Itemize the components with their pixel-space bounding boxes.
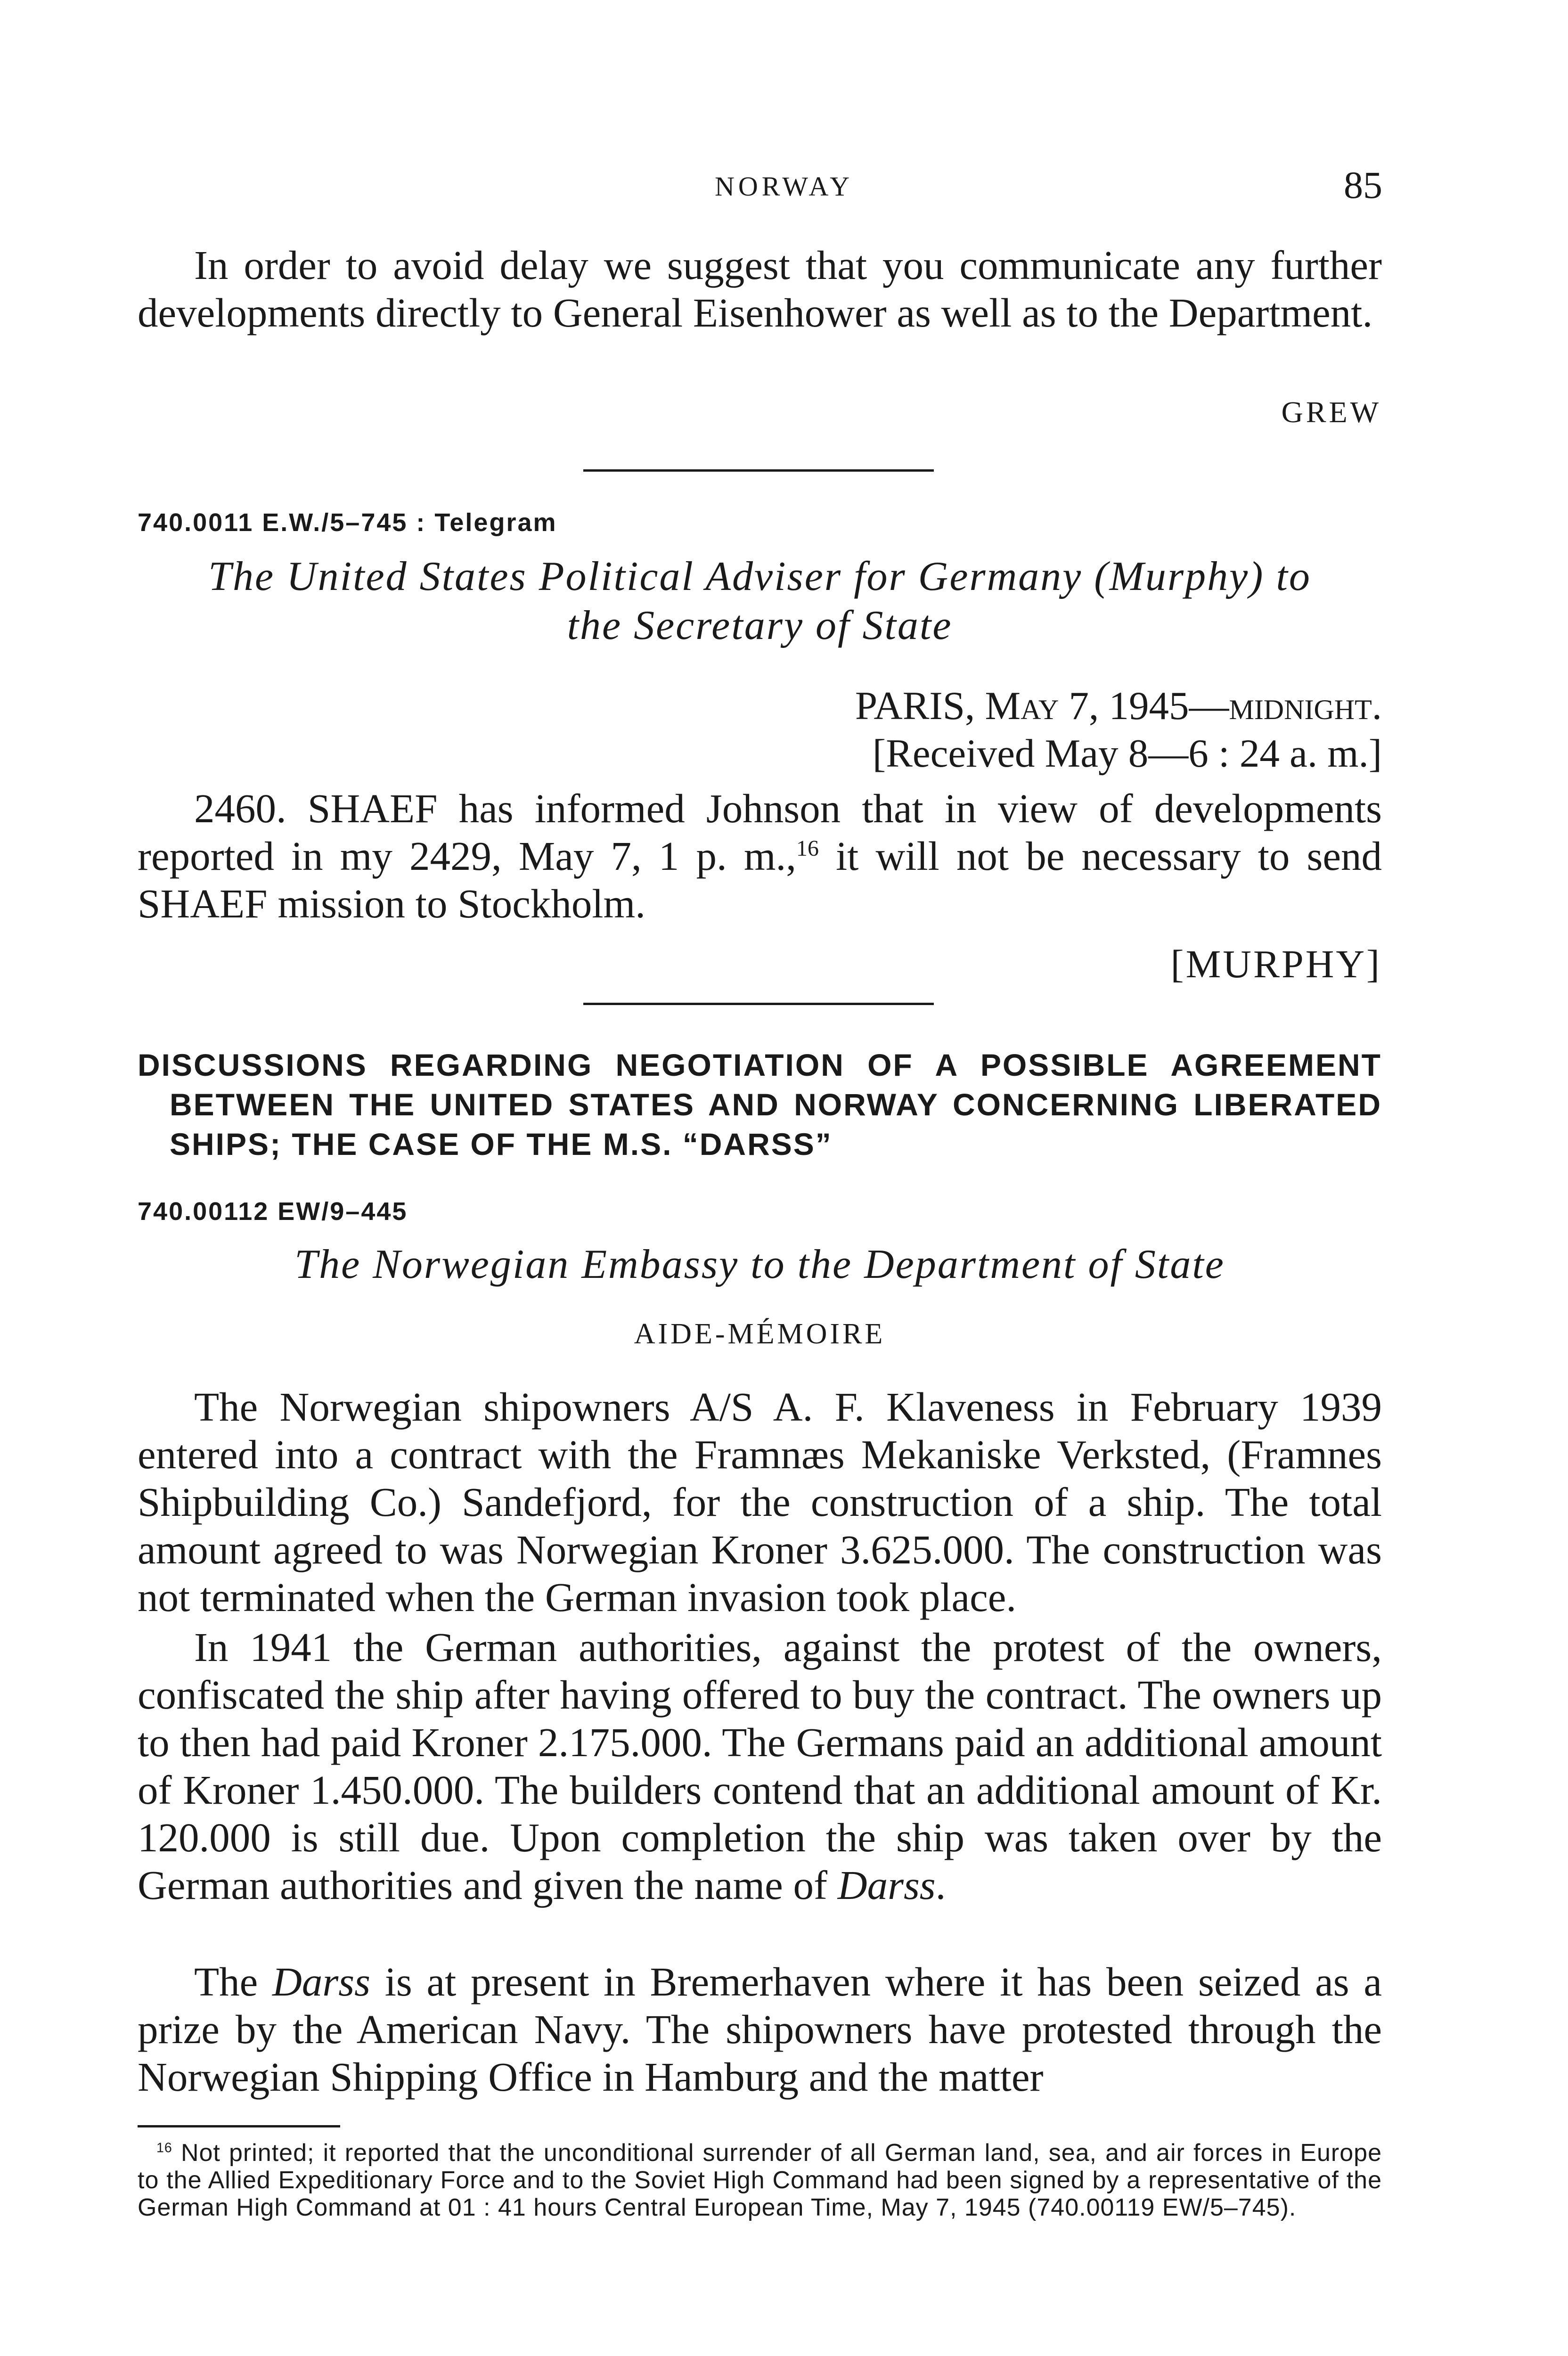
intro-paragraph: In order to avoid delay we suggest that you communicate any further developments directly to General Eisenhower as well as to the Department. — [138, 242, 1382, 335]
body-paragraph-2 — [138, 1623, 1382, 1909]
body-paragraph-1: The Norwegian shipowners A/S A. F. Klaveness in February 1939 entered into a contract with the Framnæs Mekaniske Verksted, (Framnes Shipbuilding Co.) Sandefjord, for the construction of a ship. The total amount agreed to was Norwegian Kroner 3.625.000. The construction was not terminated when the German invasion took place. — [138, 1384, 1382, 1620]
section-file-reference: 740.00112 EW/9–445 — [138, 1197, 408, 1226]
telegram-body-text-end: it will not be necessary to send SHAEF mission to Stockholm. — [138, 833, 1382, 926]
telegram-title-line1: The United States Political Adviser for Germany (Murphy) to — [208, 554, 1311, 599]
running-header-title: NORWAY — [714, 171, 854, 202]
section-divider — [583, 469, 934, 472]
body-paragraph-2-end: . — [935, 1862, 946, 1908]
body-paragraph-3 — [138, 1958, 1382, 2101]
page-number: 85 — [1344, 164, 1382, 206]
telegram-received: [Received May 8—6 : 24 a. m.] — [872, 731, 1382, 776]
body-paragraph-2-text: In 1941 the German authorities, against the protest of the owners, confiscated the ship after having offered to buy the contract. The owners up to then had paid Kroner 2.175.000. The Germans paid an additional amount of Kroner 1.450.000. The builders contend that an additional amount of Kr. 120.000 is still due. Upon completion the ship was taken over by the German authorities and given the name of — [138, 1624, 1382, 1908]
telegram-dateline — [855, 682, 1382, 777]
telegram-signature: [MURPHY] — [1170, 942, 1381, 986]
body-paragraph-3-start: The — [194, 1959, 273, 2004]
ship-name: Darss — [837, 1862, 936, 1908]
body-paragraph-3-text: is at present in Bremerhaven where it has been seized as a prize by the American Navy. The shipowners have protested through the Norwegian Shipping Office in Hamburg and the matter — [138, 1959, 1382, 2100]
section-heading: DISCUSSIONS REGARDING NEGOTIATION OF A POSSIBLE AGREEMENT BETWEEN THE UNITED STATES AND NORWAY CONCERNING LIBERATED SHIPS; THE CASE OF THE M.S. “DARSS” — [138, 1047, 1382, 1162]
telegram-body — [138, 785, 1382, 927]
telegram-body-text: 2460. SHAEF has informed Johnson that in view of developments reported in my 2429, May 7, 1 p. m., — [138, 785, 1382, 879]
footnote-reference: 16 — [796, 836, 819, 861]
telegram-title — [138, 552, 1382, 650]
footnote — [138, 2139, 1382, 2221]
footnote-text: Not printed; it reported that the unconditional surrender of all German land, sea, and air forces in Europe to the Allied Expeditionary Force and to the Soviet High Command had been signed by a representative of the German High Command at 01 : 41 hours Central European Time, May 7, 1945 (740.00119 EW/5–745). — [138, 2139, 1382, 2221]
telegram-dateline-text: PARIS, May 7, 1945—midnight. — [855, 684, 1382, 728]
section-divider — [583, 1003, 934, 1005]
ship-name: Darss — [272, 1959, 370, 2004]
telegram-file-reference: 740.0011 E.W./5–745 : Telegram — [138, 508, 557, 537]
telegram-title-line2: the Secretary of State — [567, 603, 953, 648]
aide-memoire-title: The Norwegian Embassy to the Department of State — [294, 1242, 1225, 1287]
footnote-number: 16 — [156, 2140, 172, 2156]
aide-memoire-label: AIDE-MÉMOIRE — [634, 1318, 886, 1350]
footnote-rule — [138, 2125, 340, 2127]
intro-signature: GREW — [1281, 395, 1381, 429]
